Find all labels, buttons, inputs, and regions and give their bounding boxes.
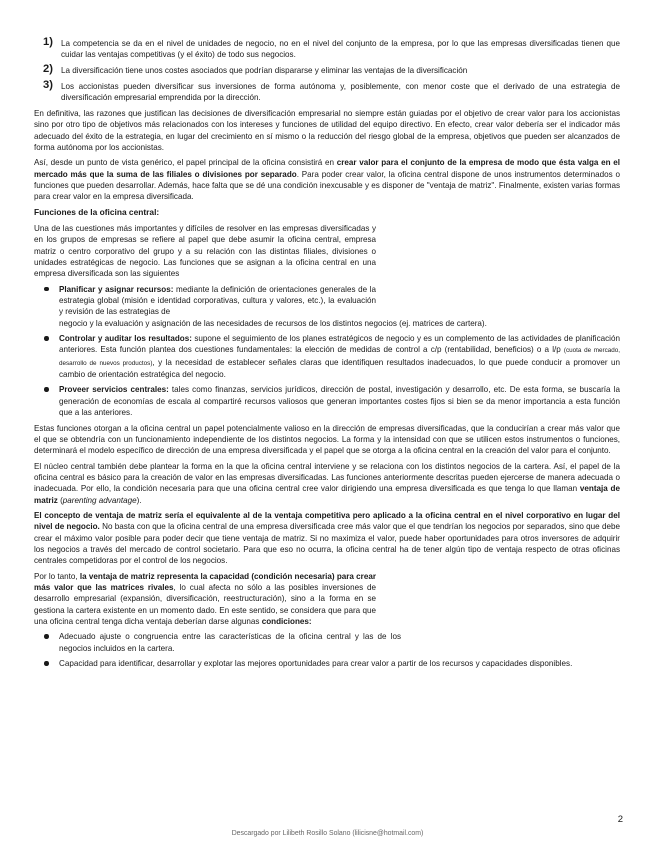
numbered-item [34, 65, 620, 76]
item-text: La competencia se da en el nivel de unidades de negocio, no en el nivel del conjunto de la empresa, por lo que las empresas diversificadas tienen que cuidar las ventajas competitivas (y el éxito) de todo sus negocios. [61, 39, 620, 60]
item-number: 1) [43, 36, 53, 48]
paragraph-concept [34, 510, 620, 566]
condition-text: Adecuado ajuste o congruencia entre las características de la oficina central y las de los negocios incluidos en la cartera. [59, 632, 401, 653]
text-run: , y la necesidad de establecer señales claras que identifiquen resultados inadecuados, lo que puede conducir a promover un cambio de orientación estratégica del negocio. [59, 357, 620, 379]
document-body [34, 38, 620, 674]
numbered-list [34, 38, 620, 103]
item-text: Los accionistas pueden diversificar sus inversiones de forma autónoma y, posiblemente, con menor coste que el derivado de una estrategia de diversificación empresarial emprendida por la dirección. [61, 81, 620, 103]
numbered-item [34, 38, 620, 61]
text-run: ( [57, 495, 63, 505]
bold-run: El concepto de ventaja de matriz sería el equivalente al de la ventaja competitiva pero aplicado a la oficina central en el nivel corporativo en lugar del nivel de negocio. [34, 510, 620, 532]
condition-item [34, 658, 620, 669]
bullet-icon [44, 387, 49, 392]
small-run: (cuota de mercado, desarrollo de nuevos productos) [59, 347, 620, 367]
text-run: . Para poder crear valor, la oficina central dispone de unos instrumentos determinados o funciones que pueden desarrollar. Además, hace falta que se dé una condición inexcusable y es disponer de "ventaja de matriz". Finalmente, existen varias formas para crear valor en la empresa diversificada. [34, 169, 620, 202]
function-label: Proveer servicios centrales: [59, 385, 169, 395]
text-run: ). [136, 495, 142, 505]
paragraph-conditions-intro [34, 571, 376, 627]
paragraph-functions-intro: Una de las cuestiones más importantes y difíciles de resolver en las empresas diversificadas y en los grupos de empresas se refiere al papel que debe asumir la oficina central, empresa matriz o centro corporativo del grupo y a su relación con las distintas filiales, divisiones o unidades estratégicas de negocio. Las funciones que se asignan a la oficina central en una empresa diversificada son las siguientes [34, 224, 376, 279]
bold-run: la ventaja de matriz representa la capacidad (condición necesaria) para crear más valor que las matrices rivales [34, 571, 376, 592]
text-run: El núcleo central también debe plantear la forma en la que la oficina central interviene y se relaciona con los distintos negocios de la cartera. Así, el papel de la oficina central es básico para la creación de valor en las empresas diversificadas. Las funciones anteriormente descritas pueden ejercerse de manera adecuada o inadecuada. Por ello, la condición necesaria para que una oficina central cree valor dirigiendo una empresa diversificada es que tenga lo que llaman [34, 461, 620, 494]
function-item [34, 384, 620, 418]
bold-run: crear valor para el conjunto de la empresa de modo que ésta valga en el mercado más que la suma de las filiales o divisiones por separado [34, 158, 620, 179]
text-run: mediante la definición de orientaciones generales de la estrategia global (misión e identidad corporativas, cultura y valores, etc.), la evaluación y revisión de las estrategias de [59, 284, 376, 317]
function-item [34, 284, 620, 329]
paragraph-role [34, 157, 620, 202]
bold-run: ventaja de matriz [34, 484, 620, 505]
function-text-rest: negocio y la evaluación y asignación de las necesidades de recursos de los distintos negocios (ej. matrices de cartera). [59, 318, 487, 328]
function-label: Planificar y asignar recursos: [59, 284, 174, 294]
text-run: supone el seguimiento de los planes estratégicos de negocio y es un complemento de las actividades de planificación anteriores. Esta función plantea dos cuestiones fundamentales: la elección de medidas de control a c/p (rentabilidad, beneficios) o a l/p [59, 334, 620, 355]
bullet-icon [44, 287, 49, 292]
condition-text: Capacidad para identificar, desarrollar y explotar las mejores oportunidades para crear valor a partir de los recursos y capacidades disponibles. [59, 659, 573, 669]
bullet-icon [44, 661, 49, 666]
download-footer: Descargado por Lilibeth Rosillo Solano (lilicisne@hotmail.com) [231, 830, 424, 837]
bullet-icon [44, 634, 49, 639]
conditions-list [34, 631, 620, 669]
item-number: 2) [43, 63, 53, 76]
numbered-item [34, 78, 620, 104]
functions-list [34, 284, 620, 419]
bullet-icon [44, 336, 49, 341]
section-heading: Funciones de la oficina central: [34, 206, 160, 217]
text-run: tales como finanzas, servicios jurídicos, dirección de postal, investigación y desarrollo, etc. De esta forma, se buscaría la generación de economías de escala al compartiré recursos valiosos que generan importantes costes fijos si bien se da menor importancia a esta función que a las anteriores. [59, 385, 620, 418]
function-label: Controlar y auditar los resultados: [59, 334, 192, 344]
paragraph-core [34, 461, 620, 506]
page-number: 2 [617, 814, 623, 825]
paragraph-summary: En definitiva, las razones que justifican las decisiones de diversificación empresarial no siempre están guiadas por el objetivo de crear valor para los accionistas sino por otro tipo de objetivos más relacionados con los intereses y funciones de utilidad del equipo directivo. En efecto, crear valor debería ser el indicador más adecuado del éxito de la estrategia, en lugar del crecimiento en sí mismo o la reducción del riesgo global de la empresa, objetivos que pueden ser alcanzados de forma autónoma por los accionistas. [34, 108, 620, 152]
condition-item [34, 631, 401, 654]
italic-run: parenting advantage [62, 495, 137, 505]
text-run: Así, desde un punto de vista genérico, el papel principal de la oficina consistirá en [34, 158, 337, 168]
paragraph-value: Estas funciones otorgan a la oficina central un papel potencialmente valioso en la dirección de empresas diversificadas, que la conducirían a crear más valor que el que se obtendría con un funcionamiento independiente de los distintos negocios. La forma y la intensidad con que se utilicen estos instrumentos o funciones, determinará el modelo específico de dirección de una empresa diversificada y el papel que se otorga a la oficina central en la creación del valor para el conjunto. [34, 423, 620, 456]
text-run: Por lo tanto, [34, 571, 80, 581]
text-run: , lo cual afecta no sólo a las posibles inversiones de desarrollo empresarial (expansión, diversificación, reestructuración), sino a la forma en se gestiona la cartera existente en un momento dado. En este sentido, se considera que para que una oficina central tenga dicha ventaja deberían darse algunas [34, 582, 376, 626]
text-run: No basta con que la oficina central de una empresa diversificada cree más valor que el que tendrían los negocios por separados, sino que debe crear el máximo valor posible para poder decir que tiene ventaja de matriz. Si no maximiza el valor, puede haber oportunidades para otros inversores de adquirir los negocios a través del mercado de control societario. Para que eso no ocurra, la oficina central ha de tener algún tipo de ventaja respecto de otras oficinas centrales competidoras por el control de los negocios. [34, 522, 620, 566]
item-text: La diversificación tiene unos costes asociados que podrían dispararse y eliminar las ventajas de la diversificación [61, 66, 468, 76]
function-text-narrow [59, 284, 376, 318]
item-number: 3) [43, 78, 53, 91]
function-item [34, 333, 620, 380]
bold-run: condiciones: [261, 616, 312, 626]
